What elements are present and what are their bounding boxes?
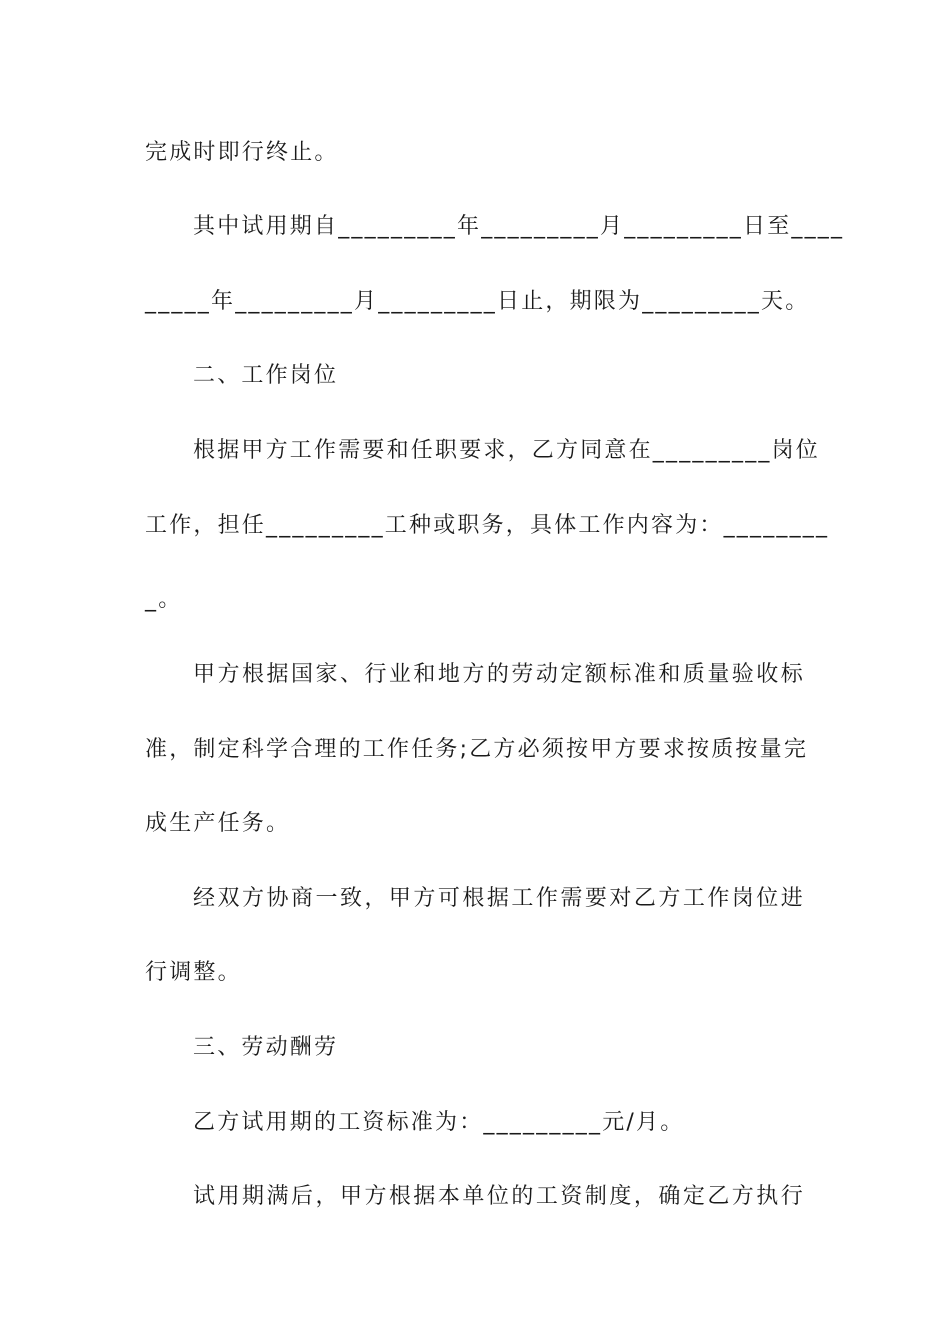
text-line: 成生产任务。 (145, 811, 291, 836)
text-line: 其中试用期自_________年_________月_________日至____ (193, 214, 845, 239)
text-line: 工作，担任_________工种或职务，具体工作内容为：________ (145, 513, 830, 538)
text-line: 经双方协商一致，甲方可根据工作需要对乙方工作岗位进 (193, 886, 805, 911)
text-line: 行调整。 (145, 960, 242, 985)
text-line: 根据甲方工作需要和任职要求，乙方同意在_________岗位 (193, 438, 821, 463)
text-line: 试用期满后，甲方根据本单位的工资制度，确定乙方执行 (193, 1184, 805, 1209)
text-line: 准，制定科学合理的工作任务;乙方必须按甲方要求按质按量完 (145, 737, 809, 762)
text-line: _____年_________月_________日止，期限为_________天。 (145, 289, 810, 314)
text-line: 甲方根据国家、行业和地方的劳动定额标准和质量验收标 (193, 662, 805, 687)
text-line: 完成时即行终止。 (145, 140, 339, 165)
text-line: 乙方试用期的工资标准为：_________元/月。 (193, 1110, 685, 1135)
text-line: _。 (145, 587, 183, 612)
section-heading: 二、工作岗位 (193, 363, 339, 388)
section-heading: 三、劳动酬劳 (193, 1035, 339, 1060)
